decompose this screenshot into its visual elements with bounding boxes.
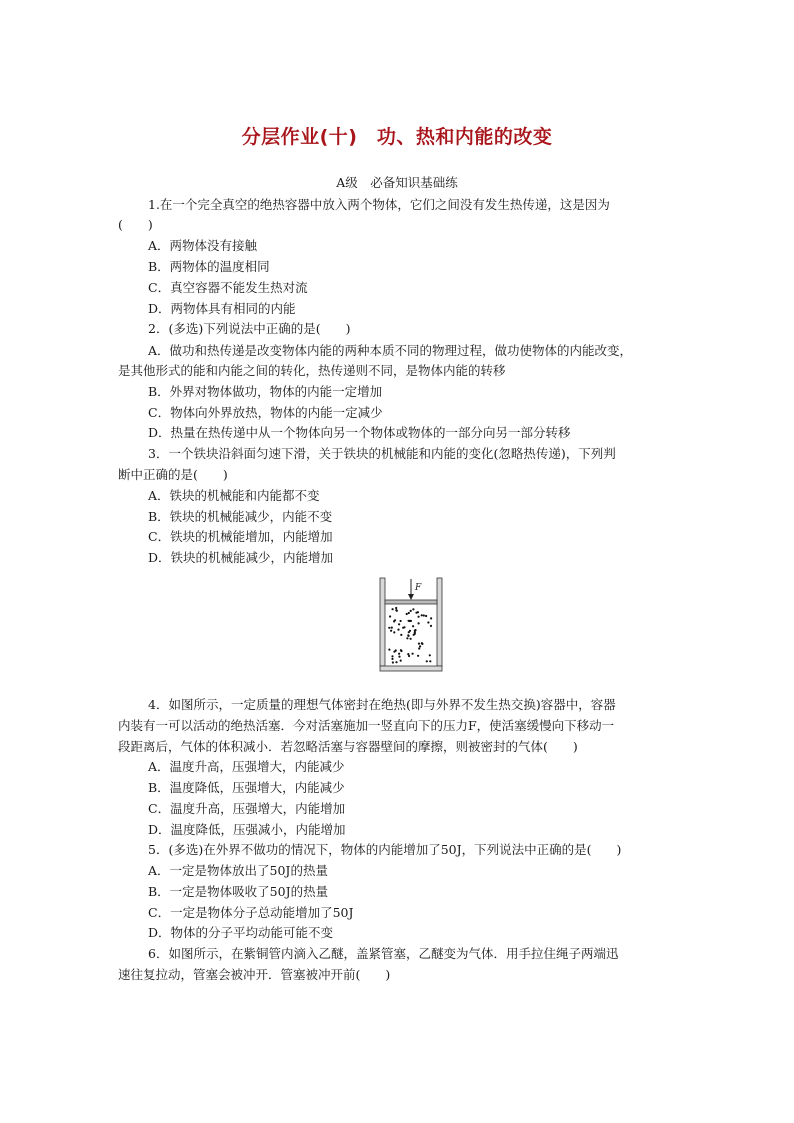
gas-particle: [390, 630, 392, 632]
text-line: C．物体向外界放热，物体的内能一定减少: [148, 405, 383, 420]
text-line: D．热量在热传递中从一个物体向另一个物体或物体的一部分向另一部分转移: [148, 425, 571, 440]
gas-particle: [426, 660, 428, 662]
text-line: A．一定是物体放出了50J的热量: [148, 863, 328, 878]
page-title: 分层作业(十) 功、热和内能的改变: [241, 126, 553, 148]
gas-particle: [392, 661, 394, 663]
text-line: ( ): [118, 217, 153, 232]
gas-particle: [406, 613, 408, 615]
text-line: C．真空容器不能发生热对流: [148, 280, 308, 295]
gas-particle: [425, 615, 427, 617]
piston: [385, 600, 437, 604]
gas-particle: [389, 615, 391, 617]
text-line: D．两物体具有相同的内能: [148, 301, 296, 316]
gas-particle: [393, 651, 395, 653]
gas-particle: [412, 608, 414, 610]
text-line: C．温度升高，压强增大，内能增加: [148, 801, 346, 816]
text-line: B．外界对物体做功，物体的内能一定增加: [148, 384, 383, 399]
text-line: 6．如图所示，在紫铜管内滴入乙醚，盖紧管塞，乙醚变为气体．用手拉住绳子两端迅: [148, 946, 619, 961]
gas-particle: [394, 619, 396, 621]
gas-particle: [393, 631, 395, 633]
gas-particle: [417, 655, 419, 657]
text-line: 内装有一可以活动的绝热活塞．今对活塞施加一竖直向下的压力F，使活塞缓慢向下移动一: [118, 718, 615, 733]
gas-particle: [430, 625, 432, 627]
text-line: 是其他形式的能和内能之间的转化，热传递则不同，是物体内能的转移: [118, 363, 506, 378]
gas-particle: [409, 630, 411, 632]
gas-particle: [407, 634, 409, 636]
text-line: 4．如图所示，一定质量的理想气体密封在绝热(即与外界不发生热交换)容器中，容器: [148, 697, 616, 712]
gas-particle: [395, 609, 397, 611]
gas-particle: [388, 649, 390, 651]
section-heading: A级 必备知识基础练: [336, 175, 458, 190]
text-line: A．温度升高，压强增大，内能减少: [148, 759, 345, 774]
gas-particle: [391, 627, 393, 629]
gas-particle: [392, 608, 394, 610]
text-line: B．铁块的机械能减少，内能不变: [148, 509, 333, 524]
gas-particle: [412, 625, 414, 627]
gas-particle: [388, 627, 390, 629]
gas-particle: [410, 638, 412, 640]
text-line: C．一定是物体分子总动能增加了50J: [148, 905, 354, 920]
text-line: 2．(多选)下列说法中正确的是( ): [148, 321, 351, 336]
piston-container-figure: [376, 576, 446, 672]
text-line: A．铁块的机械能和内能都不变: [148, 488, 320, 503]
gas-particle: [398, 653, 400, 655]
text-line: 5．(多选)在外界不做功的情况下，物体的内能增加了50J，下列说法中正确的是( ): [148, 842, 622, 857]
text-line: A．两物体没有接触: [148, 238, 258, 253]
text-line: C．铁块的机械能增加，内能增加: [148, 529, 333, 544]
gas-particle: [400, 634, 402, 636]
force-label: F: [415, 583, 422, 593]
gas-particle: [408, 655, 410, 657]
gas-particle: [400, 620, 402, 622]
text-line: 速往复拉动，管塞会被冲开．管塞被冲开前( ): [118, 967, 391, 982]
gas-particle: [421, 642, 423, 644]
gas-particle: [409, 620, 411, 622]
text-line: D．温度降低，压强减小，内能增加: [148, 822, 346, 837]
text-line: D．物体的分子平均动能可能不变: [148, 925, 334, 940]
gas-particle: [421, 614, 423, 616]
gas-particle: [418, 616, 420, 618]
text-line: A．做功和热传递是改变物体内能的两种本质不同的物理过程，做功使物体的内能改变，: [148, 343, 633, 358]
text-line: B．一定是物体吸收了50J的热量: [148, 884, 329, 899]
gas-particle: [418, 647, 420, 649]
container-bottom: [380, 666, 442, 671]
gas-particle: [423, 614, 425, 616]
container-left-wall: [380, 578, 385, 666]
gas-particle: [418, 622, 420, 624]
gas-particle: [410, 610, 412, 612]
gas-particle: [391, 655, 393, 657]
text-line: D．铁块的机械能减少，内能增加: [148, 550, 334, 565]
gas-particle: [398, 656, 400, 658]
gas-particle: [397, 629, 399, 631]
gas-particle: [395, 661, 397, 663]
gas-particle: [406, 637, 408, 639]
gas-particle: [414, 633, 416, 635]
text-line: 段距离后，气体的体积减小．若忽略活塞与容器壁间的摩擦，则被密封的气体( ): [118, 739, 578, 754]
gas-particle: [395, 607, 397, 609]
gas-particle: [412, 653, 414, 655]
text-line: 3．一个铁块沿斜面匀速下滑，关于铁块的机械能和内能的变化(忽略热传递)，下列判: [148, 446, 616, 461]
gas-particle: [429, 660, 431, 662]
gas-particle: [429, 654, 431, 656]
text-line: 断中正确的是( ): [118, 467, 228, 482]
gas-particle: [419, 645, 421, 647]
gas-particle: [415, 612, 417, 614]
gas-particle: [430, 617, 432, 619]
force-arrowhead: [408, 594, 414, 600]
text-line: B．两物体的温度相同: [148, 259, 270, 274]
gas-particle: [400, 660, 402, 662]
gas-particles: [388, 607, 432, 664]
gas-particle: [391, 658, 393, 660]
gas-particle: [427, 621, 429, 623]
gas-particle: [418, 643, 420, 645]
text-line: 1.在一个完全真空的绝热容器中放入两个物体，它们之间没有发生热传递，这是因为: [148, 197, 610, 212]
gas-particle: [400, 649, 402, 651]
container-right-wall: [437, 578, 442, 666]
gas-particle: [407, 653, 409, 655]
gas-particle: [398, 623, 400, 625]
gas-particle: [402, 627, 404, 629]
gas-particle: [408, 612, 410, 614]
gas-particle: [414, 629, 416, 631]
text-line: B．温度降低，压强增大，内能减少: [148, 780, 345, 795]
